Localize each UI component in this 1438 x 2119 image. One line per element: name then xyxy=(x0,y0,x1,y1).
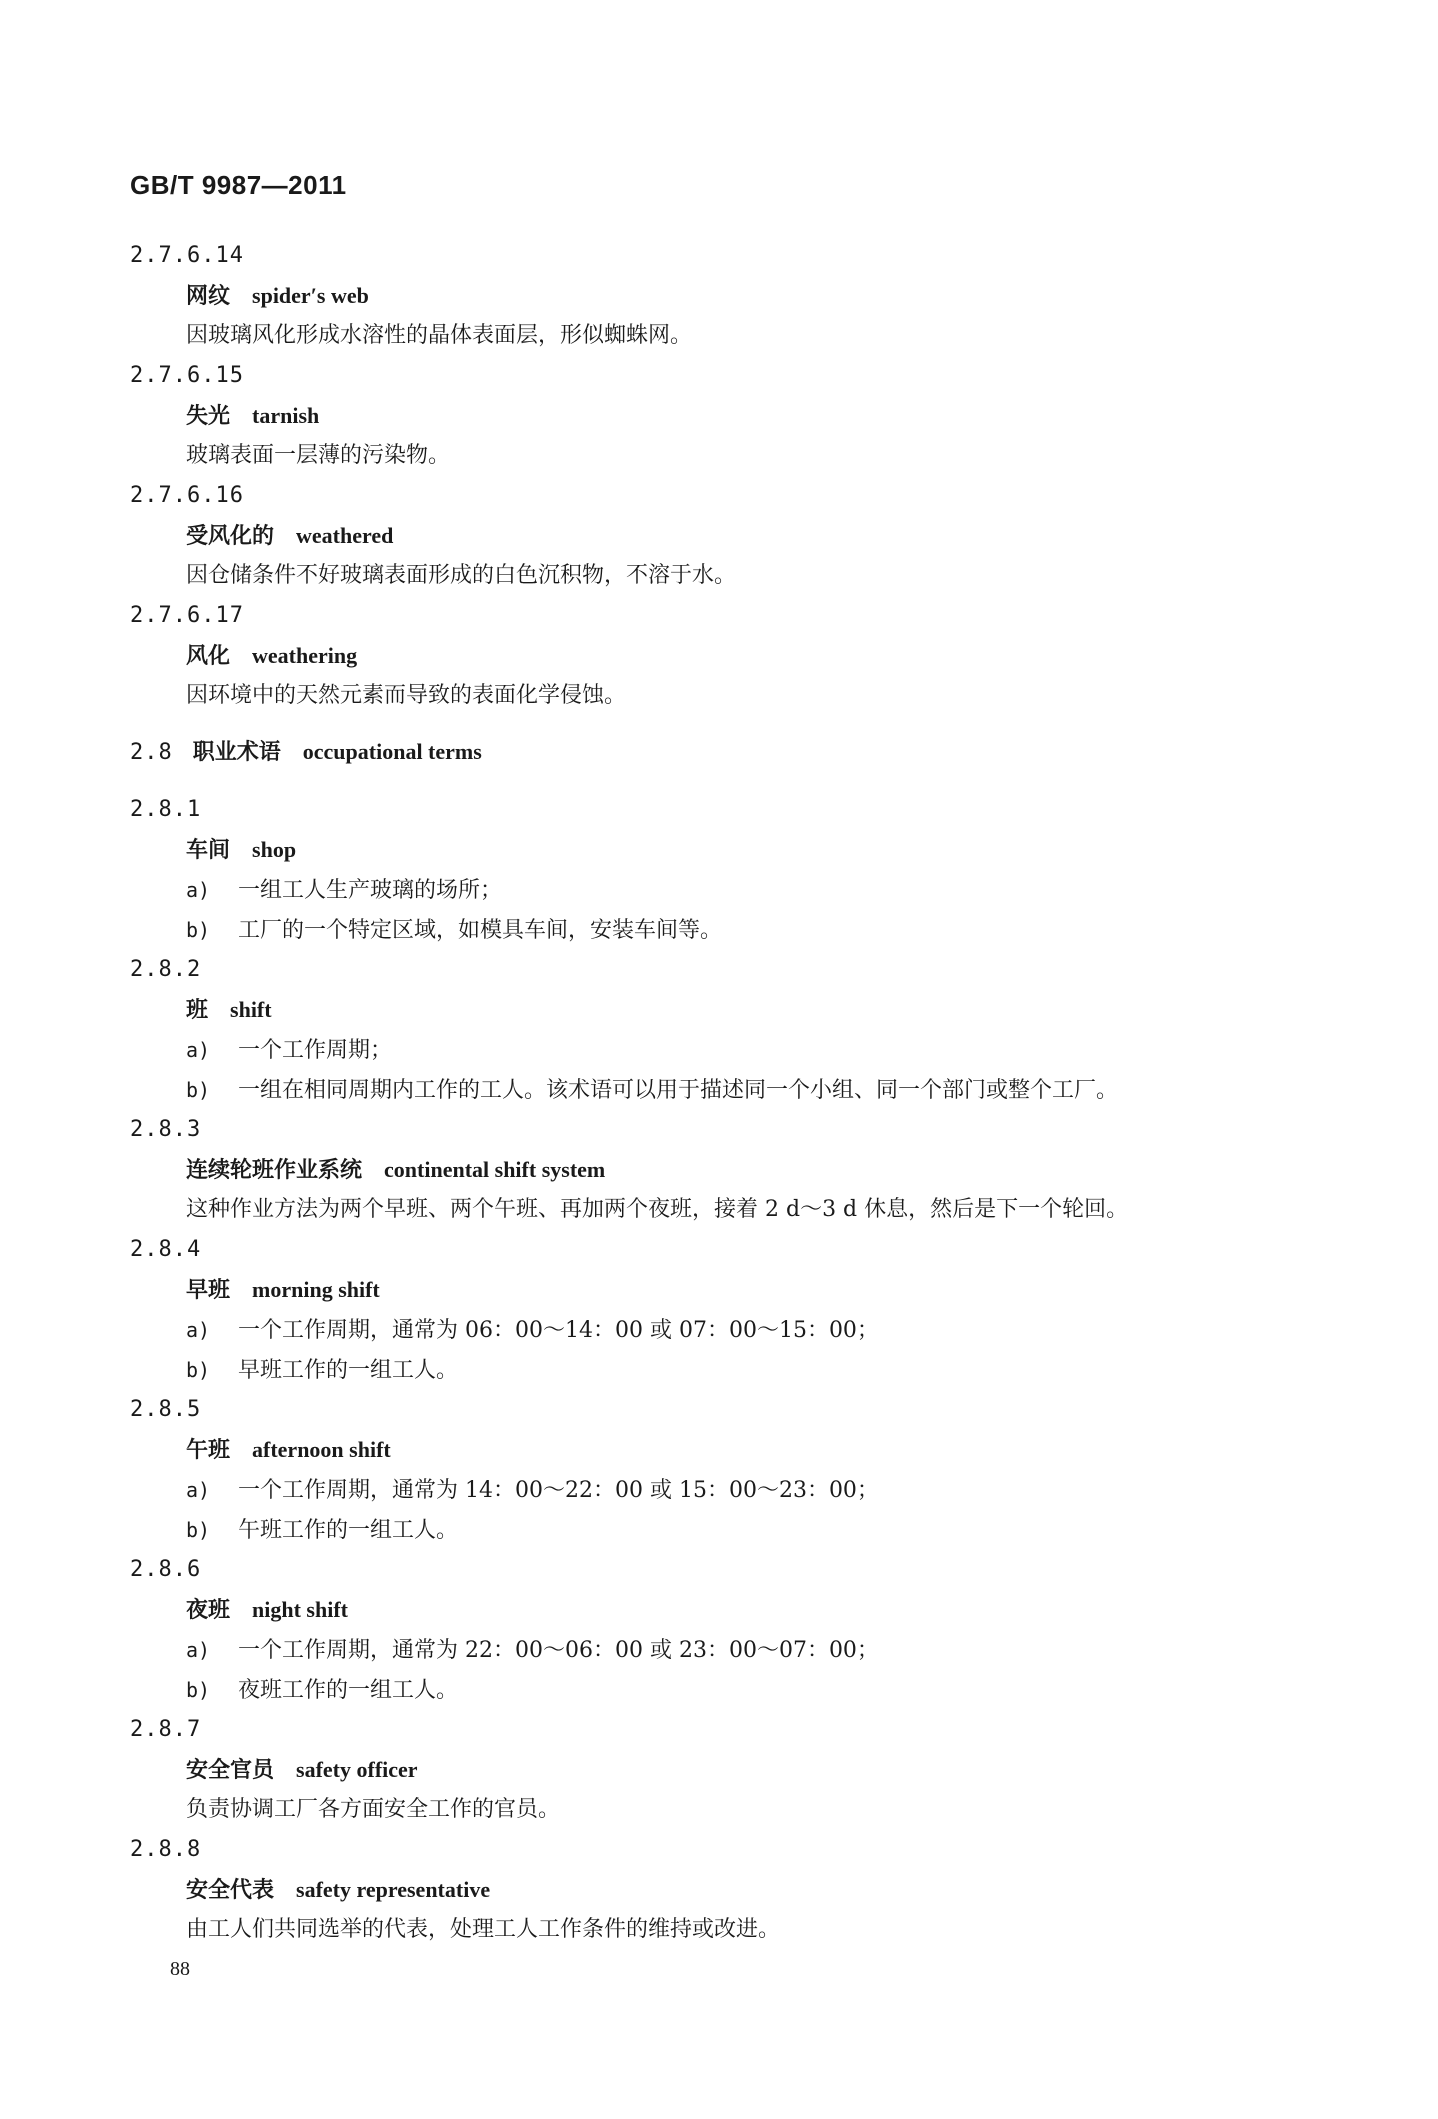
term-entry xyxy=(130,1110,1330,1230)
term-entry xyxy=(130,356,1330,476)
definition-item xyxy=(186,1070,1330,1110)
entries-2-8 xyxy=(130,790,1330,1950)
term-definition: 因仓储条件不好玻璃表面形成的白色沉积物，不溶于水。 xyxy=(186,563,737,588)
term-en: tarnish xyxy=(252,403,320,428)
term-en: shop xyxy=(252,837,297,862)
term-number: 2.8.3 xyxy=(130,1117,202,1142)
definition-item xyxy=(186,1670,1330,1710)
definition-item xyxy=(186,1350,1330,1390)
item-text: 工厂的一个特定区域，如模具车间，安装车间等。 xyxy=(238,918,723,943)
term-entry xyxy=(130,476,1330,596)
definition-item xyxy=(186,1470,1330,1510)
term-definition: 玻璃表面一层薄的污染物。 xyxy=(186,443,451,468)
term-en: spider′s web xyxy=(252,283,369,308)
term-number: 2.8.8 xyxy=(130,1837,202,1862)
term-zh: 失光 xyxy=(186,403,231,429)
section-number: 2.8 xyxy=(130,740,173,765)
term-definition: 因环境中的天然元素而导致的表面化学侵蚀。 xyxy=(186,683,627,708)
term-entry xyxy=(130,1230,1330,1390)
item-text: 夜班工作的一组工人。 xyxy=(238,1678,459,1703)
term-number: 2.8.7 xyxy=(130,1717,202,1742)
definition-item xyxy=(186,1630,1330,1670)
term-number: 2.8.6 xyxy=(130,1557,202,1582)
term-heading xyxy=(186,1750,1330,1790)
term-entry xyxy=(130,950,1330,1110)
item-label: a) xyxy=(186,1638,211,1662)
term-zh: 班 xyxy=(186,997,209,1023)
term-zh: 安全代表 xyxy=(186,1877,275,1903)
standard-code: GB/T 9987—2011 xyxy=(130,170,347,200)
entries-2-7-6 xyxy=(130,236,1330,716)
term-zh: 车间 xyxy=(186,837,231,863)
term-zh: 连续轮班作业系统 xyxy=(186,1157,363,1183)
term-number: 2.7.6.15 xyxy=(130,363,244,388)
definition-item xyxy=(186,1030,1330,1070)
term-en: weathered xyxy=(296,523,394,548)
term-entry xyxy=(130,1830,1330,1950)
term-heading xyxy=(186,1150,1330,1190)
term-definition: 因玻璃风化形成水溶性的晶体表面层，形似蜘蛛网。 xyxy=(186,323,693,348)
definition-item xyxy=(186,910,1330,950)
term-entry xyxy=(130,1710,1330,1830)
term-heading xyxy=(186,516,1330,556)
item-text: 早班工作的一组工人。 xyxy=(238,1358,459,1383)
term-en: morning shift xyxy=(252,1277,380,1302)
item-text: 一个工作周期，通常为 22：00～06：00 或 23：00～07：00； xyxy=(238,1638,879,1663)
item-text: 一个工作周期； xyxy=(238,1038,393,1063)
term-number: 2.8.4 xyxy=(130,1237,202,1262)
term-entry xyxy=(130,1390,1330,1550)
item-text: 一组在相同周期内工作的工人。该术语可以用于描述同一个小组、同一个部门或整个工厂。 xyxy=(238,1078,1119,1103)
item-label: b) xyxy=(186,1678,211,1702)
term-zh: 受风化的 xyxy=(186,523,275,549)
item-label: b) xyxy=(186,1518,211,1542)
term-heading xyxy=(186,990,1330,1030)
item-text: 一个工作周期，通常为 14：00～22：00 或 15：00～23：00； xyxy=(238,1478,879,1503)
term-entry xyxy=(130,790,1330,950)
term-zh: 午班 xyxy=(186,1437,231,1463)
item-label: a) xyxy=(186,878,211,902)
term-en: shift xyxy=(230,997,272,1022)
term-en: night shift xyxy=(252,1597,348,1622)
term-number: 2.8.2 xyxy=(130,957,202,982)
term-entry xyxy=(130,1550,1330,1710)
term-zh: 夜班 xyxy=(186,1597,231,1623)
term-number: 2.8.5 xyxy=(130,1397,202,1422)
item-label: a) xyxy=(186,1038,211,1062)
page-number: 88 xyxy=(170,1958,190,1980)
term-zh: 安全官员 xyxy=(186,1757,275,1783)
term-heading xyxy=(186,1590,1330,1630)
section-title-en: occupational terms xyxy=(302,739,482,764)
item-label: b) xyxy=(186,1358,211,1382)
item-label: a) xyxy=(186,1478,211,1502)
term-entry xyxy=(130,596,1330,716)
document-body xyxy=(130,236,1330,1950)
term-heading xyxy=(186,1270,1330,1310)
term-number: 2.7.6.17 xyxy=(130,603,244,628)
term-number: 2.8.1 xyxy=(130,797,202,822)
term-definition: 负责协调工厂各方面安全工作的官员。 xyxy=(186,1797,561,1822)
term-definition: 这种作业方法为两个早班、两个午班、再加两个夜班，接着 2 d～3 d 休息，然后是下一个轮回。 xyxy=(186,1197,1129,1222)
term-definition: 由工人们共同选举的代表，处理工人工作条件的维持或改进。 xyxy=(186,1917,781,1942)
term-heading xyxy=(186,830,1330,870)
section-title-zh: 职业术语 xyxy=(192,739,281,765)
definition-item xyxy=(186,1310,1330,1350)
term-entry xyxy=(130,236,1330,356)
item-label: b) xyxy=(186,918,211,942)
term-en: afternoon shift xyxy=(252,1437,391,1462)
item-text: 午班工作的一组工人。 xyxy=(238,1518,459,1543)
term-en: safety representative xyxy=(296,1877,491,1902)
term-heading xyxy=(186,636,1330,676)
item-text: 一个工作周期，通常为 06：00～14：00 或 07：00～15：00； xyxy=(238,1318,879,1343)
section-heading xyxy=(130,732,1330,772)
term-en: continental shift system xyxy=(384,1157,606,1182)
term-zh: 网纹 xyxy=(186,283,231,309)
term-heading xyxy=(186,276,1330,316)
definition-item xyxy=(186,1510,1330,1550)
definition-item xyxy=(186,870,1330,910)
term-zh: 早班 xyxy=(186,1277,231,1303)
term-heading xyxy=(186,1430,1330,1470)
term-number: 2.7.6.14 xyxy=(130,243,244,268)
item-label: a) xyxy=(186,1318,211,1342)
item-text: 一组工人生产玻璃的场所； xyxy=(238,878,503,903)
term-en: weathering xyxy=(252,643,358,668)
term-heading xyxy=(186,1870,1330,1910)
term-number: 2.7.6.16 xyxy=(130,483,244,508)
term-en: safety officer xyxy=(296,1757,418,1782)
term-heading xyxy=(186,396,1330,436)
item-label: b) xyxy=(186,1078,211,1102)
term-zh: 风化 xyxy=(186,643,231,669)
